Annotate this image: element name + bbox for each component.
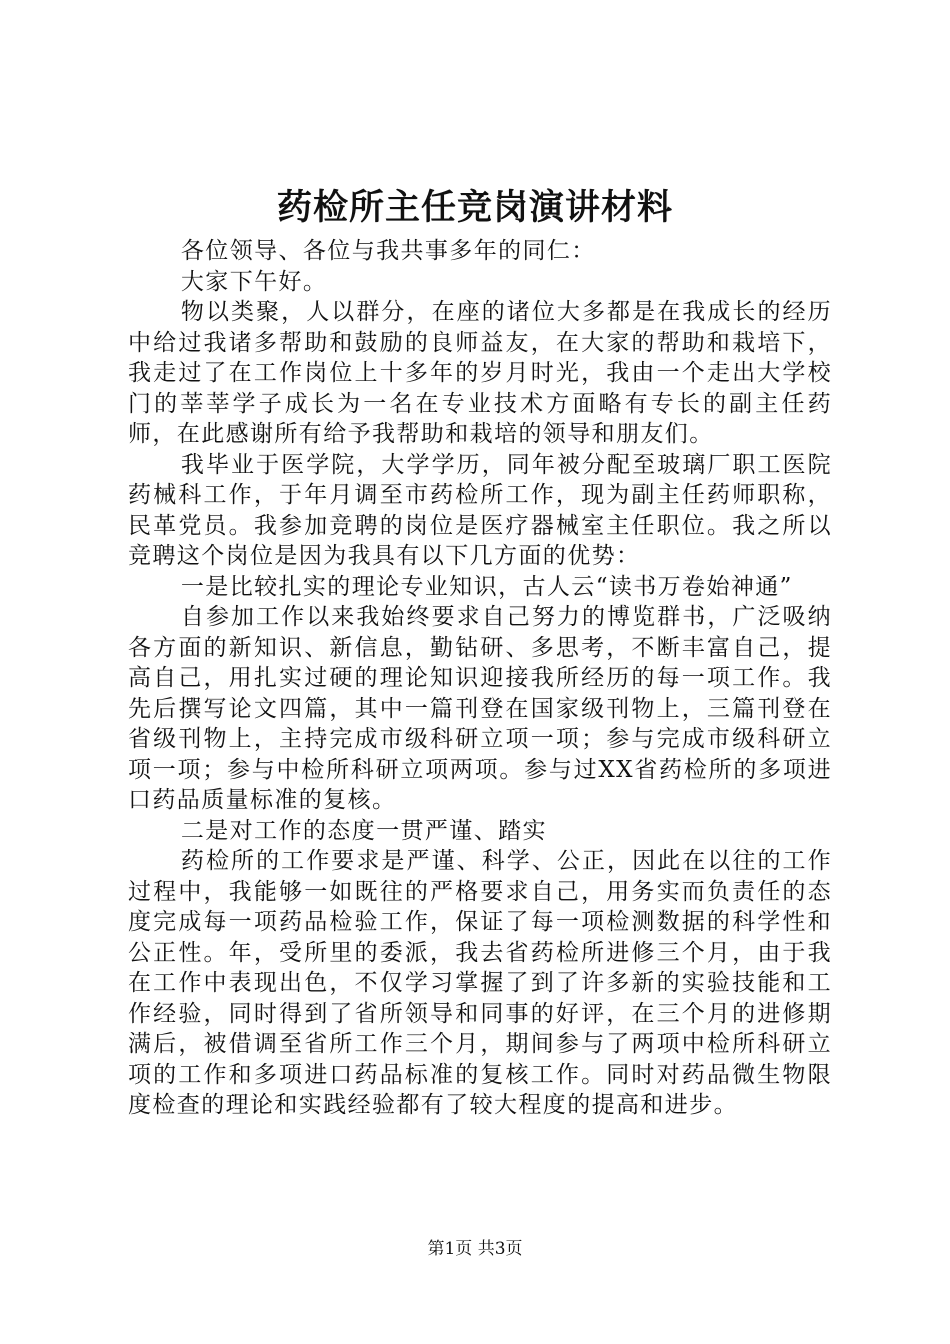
advantage-two-paragraph: 药检所的工作要求是严谨、科学、公正，因此在以往的工作过程中，我能够一如既往的严格要求自己，用务实而负责任的态度完成每一项药品检验工作，保证了每一项检测数据的科学性和公正性。年，受所里的委派，我去省药检所进修三个月，由于我在工作中表现出色，不仅学习掌握了到了许多新的实验技能和工作经验，同时得到了省所领导和同事的好评，在三个月的进修期满后，被借调至省所工作三个月，期间参与了两项中检所科研立项的工作和多项进口药品标准的复核工作。同时对药品微生物限度检查的理论和实践经验都有了较大程度的提高和进步。 [128,848,832,1118]
advantage-one-heading: 一是比较扎实的理论专业知识，古人云“读书万卷始神通” [180,573,793,600]
intro-paragraph: 物以类聚，人以群分，在座的诸位大多都是在我成长的经历中给过我诸多帮助和鼓励的良师益友，在大家的帮助和栽培下，我走过了在工作岗位上十多年的岁月时光，我由一个走出大学校门的莘莘学子成长为一名在专业技术方面略有专长的副主任药师，在此感谢所有给予我帮助和栽培的领导和朋友们。 [128,299,832,447]
advantage-one-paragraph: 自参加工作以来我始终要求自己努力的博览群书，广泛吸纳各方面的新知识、新信息，勤钻研、多思考，不断丰富自己，提高自己，用扎实过硬的理论知识迎接我所经历的每一项工作。我先后撰写论文四篇，其中一篇刊登在国家级刊物上，三篇刊登在省级刊物上，主持完成市级科研立项一项；参与完成市级科研立项一项；参与中检所科研立项两项。参与过XX省药检所的多项进口药品质量标准的复核。 [128,604,832,813]
salutation-paragraph: 各位领导、各位与我共事多年的同仁： [180,238,596,264]
page-footer [0,1238,950,1260]
greeting-paragraph: 大家下午好。 [180,268,328,295]
advantage-two-heading: 二是对工作的态度一贯严谨、踏实 [180,817,547,844]
background-paragraph: 我毕业于医学院，大学学历，同年被分配至玻璃厂职工医院药械科工作，于年月调至市药检所工作，现为副主任药师职称，民革党员。我参加竞聘的岗位是医疗器械室主任职位。我之所以竞聘这个岗位是因为我具有以下几方面的优势： [128,451,832,569]
page-number: 第1页 共3页 [427,1239,523,1259]
document-title: 药检所主任竞岗演讲材料 [276,188,673,228]
document-body [128,236,832,1121]
